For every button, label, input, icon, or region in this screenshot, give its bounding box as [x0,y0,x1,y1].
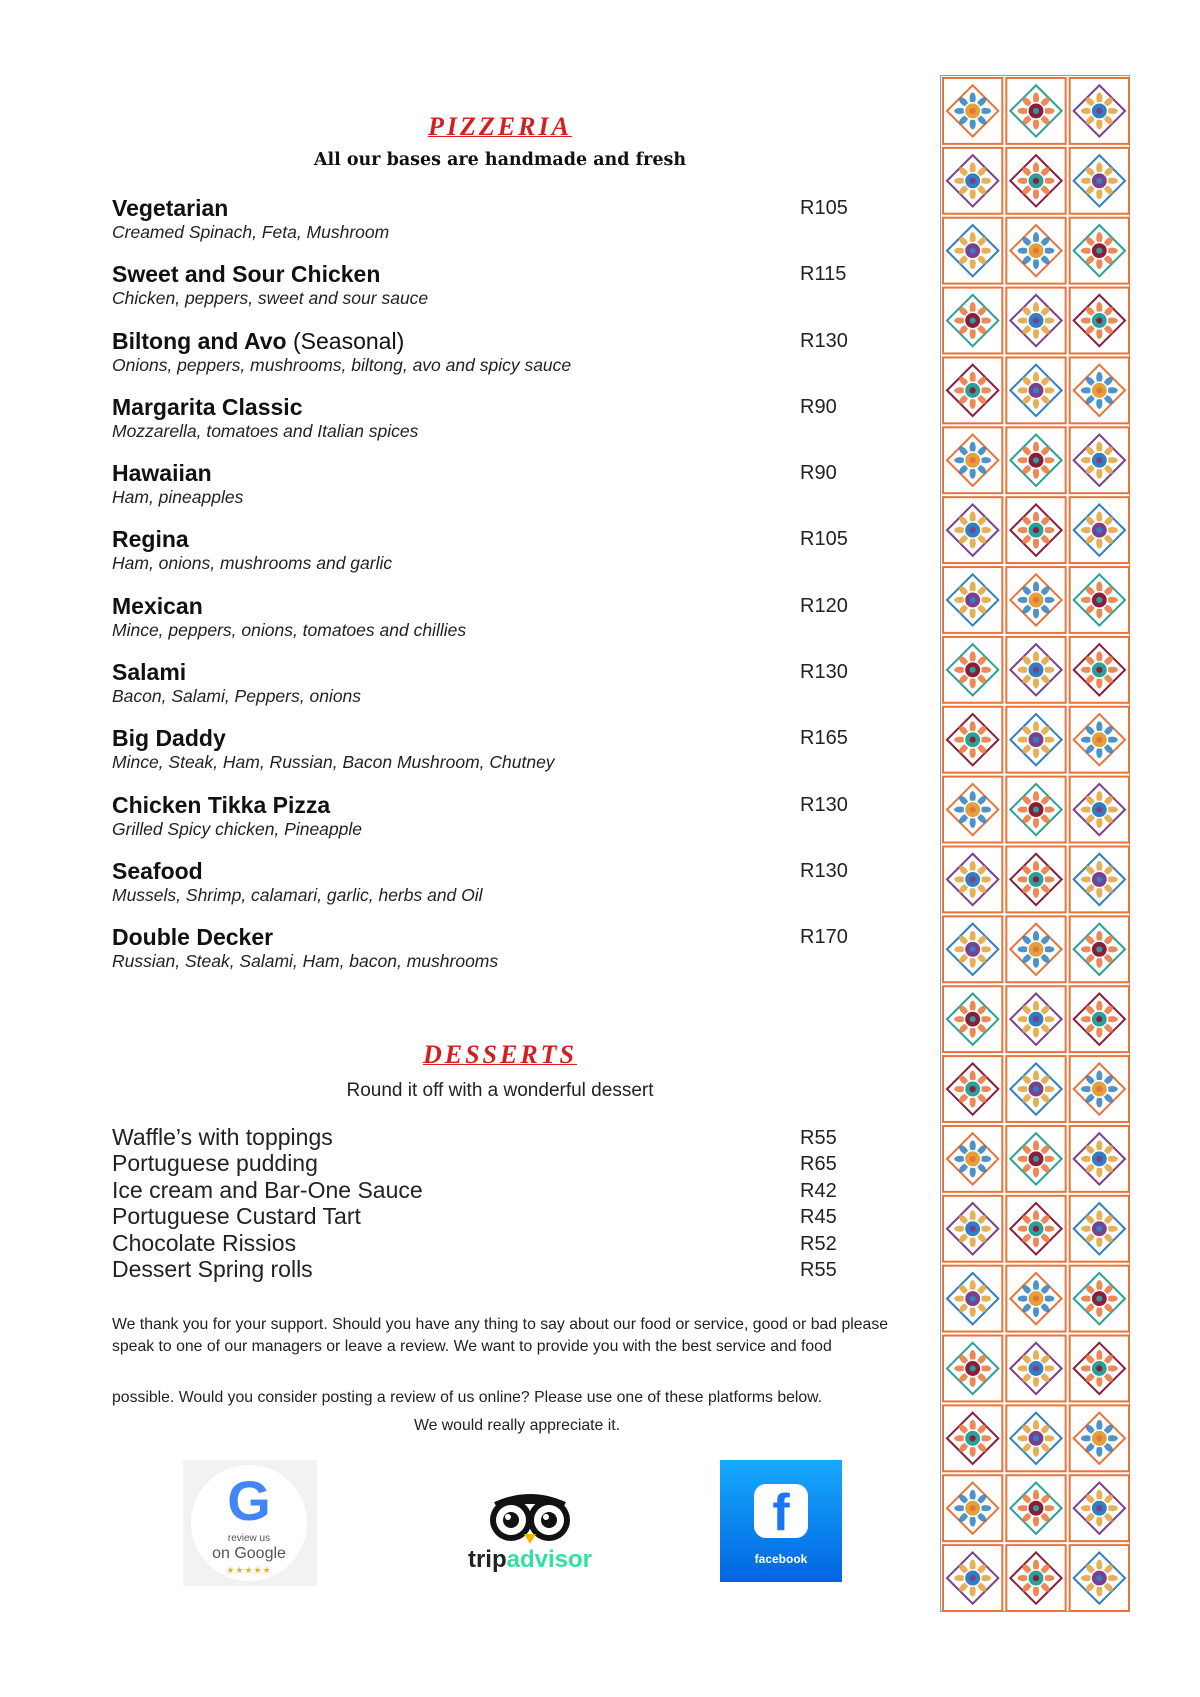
dessert-list [112,1124,872,1282]
mosaic-tile [943,1545,1002,1611]
pizza-list [112,195,872,991]
facebook-f-letter: f [772,1484,790,1542]
dessert-name: Portuguese Custard Tart [112,1203,361,1230]
dessert-item [112,1256,872,1282]
menu-item [112,261,872,327]
menu-item-name: Mexican [112,592,203,619]
mosaic-tile [1070,288,1129,354]
mosaic-tile-strip [940,75,1130,1612]
menu-item-description: Russian, Steak, Salami, Ham, bacon, mushrooms [112,951,499,972]
menu-item-description: Ham, pineapples [112,487,244,508]
mosaic-tile [943,986,1002,1052]
menu-item-description: Mince, peppers, onions, tomatoes and chillies [112,619,467,640]
mosaic-tile [1070,986,1129,1052]
mosaic-tile [1006,777,1065,843]
mosaic-tile [1070,847,1129,913]
mosaic-tile [943,567,1002,633]
menu-item-description: Onions, peppers, mushrooms, biltong, avo and spicy sauce [112,354,572,375]
menu-item-price: R90 [800,462,837,485]
mosaic-tile [943,497,1002,563]
mosaic-tile [943,288,1002,354]
mosaic-tile [1006,986,1065,1052]
mosaic-tile [1070,218,1129,284]
dessert-price: R52 [800,1232,837,1255]
mosaic-tile [1006,567,1065,633]
mosaic-tile [943,148,1002,214]
menu-item-name: Salami [112,659,187,686]
mosaic-tile [1006,1545,1065,1611]
mosaic-tile [1006,707,1065,773]
page-pizzeria-title: PIZZERIA [428,112,572,141]
menu-item [112,394,872,460]
facebook-wordmark: facebook [754,1552,808,1566]
mosaic-tile [1070,357,1129,423]
mosaic-tile [943,847,1002,913]
mosaic-tile [1070,427,1129,493]
tripadvisor-badge[interactable] [455,1490,605,1580]
mosaic-tile [1006,1405,1065,1471]
menu-item [112,792,872,858]
mosaic-tile [1006,1196,1065,1262]
menu-item-note: (Seasonal) [286,327,405,354]
dessert-item [112,1150,872,1176]
mosaic-tile [1070,777,1129,843]
menu-item-name: Seafood [112,857,203,884]
mosaic-tile [1070,497,1129,563]
menu-item-name: Vegetarian [112,195,229,221]
mosaic-tile [1006,1266,1065,1332]
mosaic-tile [1070,78,1129,144]
dessert-price: R55 [800,1127,837,1149]
mosaic-tile [943,1266,1002,1332]
mosaic-tile [943,1405,1002,1471]
mosaic-tiles-icon [941,76,1131,1613]
dessert-item [112,1177,872,1203]
mosaic-tile [943,427,1002,493]
menu-item-description: Mozzarella, tomatoes and Italian spices [112,420,419,441]
mosaic-tile [943,916,1002,982]
menu-item-price: R165 [800,727,848,750]
menu-item [112,460,872,526]
menu-item-name: Big Daddy [112,725,226,752]
mosaic-tile [1070,1405,1129,1471]
dessert-name: Waffle’s with toppings [112,1124,333,1150]
menu-item [112,725,872,791]
menu-item-description: Bacon, Salami, Peppers, onions [112,686,362,707]
mosaic-tile [1006,1126,1065,1192]
tripadvisor-wordmark: tripadvisor [467,1546,593,1573]
mosaic-tile [1006,497,1065,563]
menu-item-name: Biltong and Avo [112,327,287,354]
mosaic-tile [1006,637,1065,703]
dessert-name: Ice cream and Bar-One Sauce [112,1176,423,1203]
mosaic-tile [1006,218,1065,284]
dessert-price: R65 [800,1153,837,1176]
menu-item [112,328,872,394]
menu-item-price: R130 [800,859,848,882]
pizzeria-subtitle: All our bases are handmade and fresh [313,150,687,170]
mosaic-tile [1070,1196,1129,1262]
mosaic-tile [1070,707,1129,773]
mosaic-tile [1006,1056,1065,1122]
dessert-price: R45 [800,1206,837,1229]
menu-item-price: R105 [800,528,848,551]
dessert-name: Dessert Spring rolls [112,1255,313,1282]
mosaic-tile [1006,1336,1065,1402]
dessert-item [112,1203,872,1229]
google-review-line1: review us [227,1533,271,1544]
menu-item-price: R130 [800,661,848,684]
menu-item [112,195,872,261]
mosaic-tile [943,218,1002,284]
mosaic-tile [1070,1266,1129,1332]
dessert-item [112,1124,872,1150]
review-request-text: possible. Would you consider posting a review of us online? Please use one of these platforms below. [112,1389,823,1406]
menu-item [112,593,872,659]
menu-item-price: R130 [800,329,848,352]
menu-item-price: R130 [800,793,848,816]
menu-item-price: R120 [800,594,848,617]
mosaic-tile [1070,148,1129,214]
owl-eyes-icon [455,1490,605,1546]
mosaic-tile [1070,1056,1129,1122]
mosaic-tile [1070,1475,1129,1541]
menu-item-price: R105 [800,197,848,219]
menu-item [112,659,872,725]
menu-item-name: Chicken Tikka Pizza [112,791,331,818]
mosaic-tile [1006,847,1065,913]
menu-item [112,526,872,592]
menu-item-description: Mussels, Shrimp, calamari, garlic, herbs and Oil [112,884,483,905]
menu-item-price: R115 [800,263,847,286]
menu-item-name: Hawaiian [112,460,212,487]
mosaic-tile [1070,637,1129,703]
mosaic-tile [1070,1545,1129,1611]
mosaic-tile [1070,916,1129,982]
menu-item-description: Grilled Spicy chicken, Pineapple [112,818,362,839]
mosaic-tile [943,1126,1002,1192]
menu-item-name: Sweet and Sour Chicken [112,261,381,288]
menu-item-name: Double Decker [112,924,274,951]
mosaic-tile [1006,148,1065,214]
mosaic-tile [943,78,1002,144]
google-review-badge[interactable] [183,1460,317,1586]
mosaic-tile [943,637,1002,703]
desserts-subtitle: Round it off with a wonderful dessert [346,1080,654,1101]
mosaic-tile [1070,1126,1129,1192]
mosaic-tile [943,1336,1002,1402]
menu-item-price: R90 [800,395,837,418]
menu-item-price: R170 [800,926,848,949]
mosaic-tile [943,357,1002,423]
mosaic-tile [943,1475,1002,1541]
menu-item-description: Chicken, peppers, sweet and sour sauce [112,288,429,309]
desserts-title: DESSERTS [422,1040,578,1069]
appreciation-text: We would really appreciate it. [413,1417,621,1434]
mosaic-tile [1006,1475,1065,1541]
google-g-letter: G [227,1469,271,1532]
dessert-price: R55 [800,1258,837,1281]
mosaic-tile [943,707,1002,773]
menu-item-name: Regina [112,526,189,553]
facebook-badge[interactable] [720,1460,842,1582]
menu-item [112,924,872,990]
mosaic-tile [1006,427,1065,493]
mosaic-tile [1006,78,1065,144]
menu-item [112,858,872,924]
google-review-line2: on Google [212,1545,286,1562]
mosaic-tile [1006,357,1065,423]
mosaic-tile [943,777,1002,843]
facebook-logo-icon [754,1484,808,1542]
menu-item-description: Mince, Steak, Ham, Russian, Bacon Mushroom, Chutney [112,752,555,773]
mosaic-tile [1070,1336,1129,1402]
thank-you-paragraph: We thank you for your support. Should you have any thing to say about our food or service, good or bad please speak to one of our managers or leave a review. We want to provide you with the best service and food [112,1316,888,1355]
mosaic-tile [1070,567,1129,633]
mosaic-tile [943,1056,1002,1122]
dessert-name: Portuguese pudding [112,1150,318,1177]
dessert-price: R42 [800,1179,837,1202]
rating-stars-icon: ★★★★★ [226,1565,272,1575]
mosaic-tile [1006,916,1065,982]
mosaic-tile [1006,288,1065,354]
menu-item-description: Ham, onions, mushrooms and garlic [112,553,393,574]
dessert-name: Chocolate Rissios [112,1229,297,1256]
google-logo-icon [191,1465,307,1581]
mosaic-tile [943,1196,1002,1262]
dessert-item [112,1230,872,1256]
menu-item-name: Margarita Classic [112,393,303,420]
menu-item-description: Creamed Spinach, Feta, Mushroom [112,222,390,242]
